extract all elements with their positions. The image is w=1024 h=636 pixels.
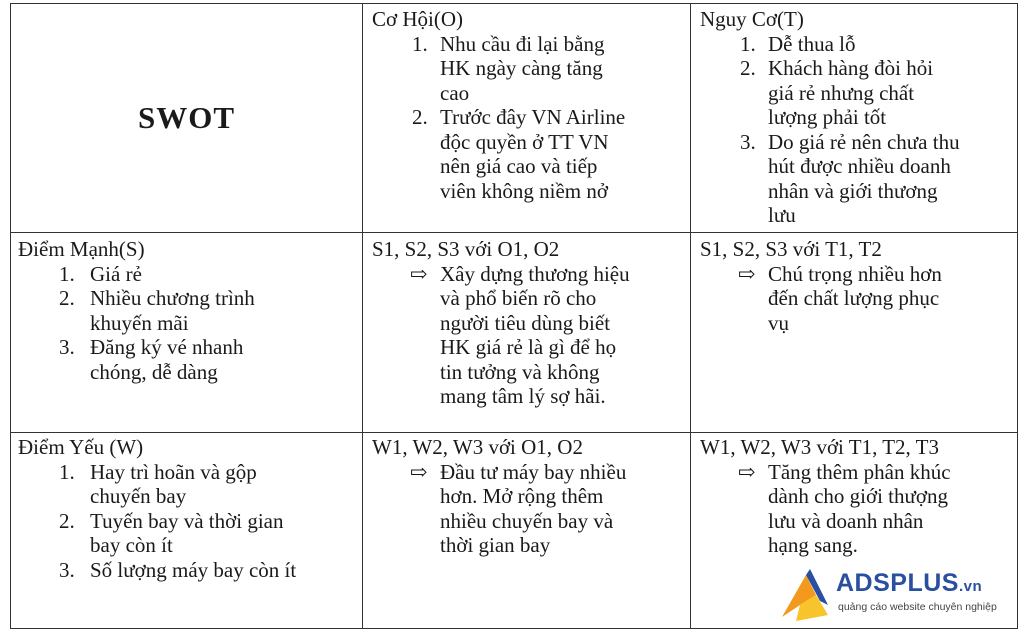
text-line: tin tưởng và không [440,359,600,384]
wo-strategy [372,460,684,558]
weaknesses-list [18,460,358,583]
st-strategy-text [768,262,1012,336]
text-line: vụ [768,310,789,335]
row-divider [11,432,1017,433]
list-item [700,56,1012,130]
text-line: Tăng thêm phân khúc [768,459,951,484]
list-number: 1. [412,31,428,56]
list-item [700,130,1012,228]
text-line: Chú trọng nhiều hơn [768,261,942,286]
list-item-line: Tuyến bay và thời gian [90,508,284,533]
list-number: 3. [740,129,756,154]
list-number: 3. [59,335,75,359]
list-item-line: Nhiều chương trình [90,286,255,310]
so-strategy [372,262,684,409]
arrow-right-icon: ⇨ [738,261,756,286]
opportunities-header: Cơ Hội(O) [372,7,464,31]
text-line: mang tâm lý sợ hãi. [440,384,606,408]
list-item-line: khuyến mãi [90,310,189,335]
st-strategy-cell [700,237,1012,335]
text-line: nhiều chuyến bay và [440,508,614,533]
text-line: thời gian bay [440,533,551,557]
text-line: dành cho giới thượng [768,484,948,508]
list-item-line: Hay trì hoãn và gộp [90,459,257,484]
strengths-header: Điểm Mạnh(S) [18,237,145,261]
list-item [372,105,684,203]
swot-corner-cell [11,4,362,232]
so-strategy-cell [372,237,684,409]
column-divider [690,4,691,628]
arrow-right-icon: ⇨ [738,459,756,484]
list-item [18,262,358,287]
list-item-line: cao [440,80,470,105]
text-line: người tiêu dùng biết [440,310,611,335]
swot-title: SWOT [137,99,236,135]
row-divider [11,232,1017,233]
opportunities-list [372,32,684,204]
list-number: 2. [59,286,75,310]
list-item-line: bay còn ít [90,533,173,557]
arrow-right-icon: ⇨ [410,261,428,286]
so-strategy-text [440,262,684,409]
list-number: 3. [59,557,75,582]
list-item [18,335,358,384]
wo-strategy-text [440,460,684,558]
list-item-line: lượng phải tốt [768,105,887,129]
list-item-line: HK ngày càng tăng [440,56,603,80]
threats-cell [700,7,1012,228]
list-item-line: độc quyền ở TT VN [440,129,609,154]
list-item-line: Giá rẻ [90,261,142,286]
list-item [18,558,358,583]
list-item-line: nên giá cao và tiếp [440,154,598,178]
wt-strategy-text [768,460,1012,558]
list-number: 1. [59,261,75,286]
weaknesses-header: Điểm Yếu (W) [18,435,144,459]
strengths-cell [18,237,358,384]
wo-header: W1, W2, W3 với O1, O2 [372,435,583,459]
arrow-right-icon: ⇨ [410,459,428,484]
list-item-line: Khách hàng đòi hỏi [768,56,934,80]
text-line: hạng sang. [768,533,858,557]
list-item-line: chuyến bay [90,484,187,508]
threats-list [700,32,1012,228]
list-item [18,509,358,558]
wt-header: W1, W2, W3 với T1, T2, T3 [700,435,939,459]
list-item-line: nhân và giới thương [768,178,938,203]
text-line: đến chất lượng phục [768,286,940,310]
list-number: 2. [59,508,75,533]
list-item-line: Trước đây VN Airline [440,105,626,129]
brand-suffix: .vn [958,578,983,595]
strengths-list [18,262,358,385]
text-line: và phổ biến rõ cho [440,286,597,310]
list-item-line: Nhu cầu đi lại bằng [440,31,605,56]
list-item-line: giá rẻ nhưng chất [768,80,915,105]
list-item-line: viên không niềm nở [440,178,608,203]
list-number: 2. [412,105,428,129]
list-number: 2. [740,56,756,80]
text-line: Xây dựng thương hiệu [440,261,630,286]
list-item-line: hút được nhiều doanh [768,154,951,178]
list-item [700,32,1012,57]
adsplus-tagline: quảng cáo website chuyên nghiệp [838,601,997,613]
text-line: Đầu tư máy bay nhiều [440,459,627,484]
column-divider [362,4,363,628]
swot-table [10,3,1018,629]
so-header: S1, S2, S3 với O1, O2 [372,237,560,261]
list-item-line: lưu [768,203,796,227]
text-line: HK giá rẻ là gì để họ [440,335,617,359]
text-line: hơn. Mở rộng thêm [440,484,604,508]
brand-name: ADSPLUS [836,569,959,597]
wt-strategy [700,460,1012,558]
list-item-line: Dễ thua lỗ [768,31,856,56]
adsplus-watermark [776,565,1006,625]
list-number: 1. [59,459,75,484]
weaknesses-cell [18,435,358,582]
list-item [18,460,358,509]
st-strategy [700,262,1012,336]
text-line: lưu và doanh nhân [768,508,924,533]
wt-strategy-cell [700,435,1012,558]
list-item [372,32,684,106]
st-header: S1, S2, S3 với T1, T2 [700,237,882,261]
list-item-line: Do giá rẻ nên chưa thu [768,129,960,154]
list-item-line: Số lượng máy bay còn ít [90,557,297,582]
list-number: 1. [740,31,756,56]
wo-strategy-cell [372,435,684,558]
adsplus-logo-icon [776,565,834,623]
list-item [18,286,358,335]
list-item-line: Đăng ký vé nhanh [90,335,244,359]
list-item-line: chóng, dễ dàng [90,359,218,384]
threats-header: Nguy Cơ(T) [700,7,804,31]
adsplus-brand-text [836,569,982,598]
opportunities-cell [372,7,684,203]
